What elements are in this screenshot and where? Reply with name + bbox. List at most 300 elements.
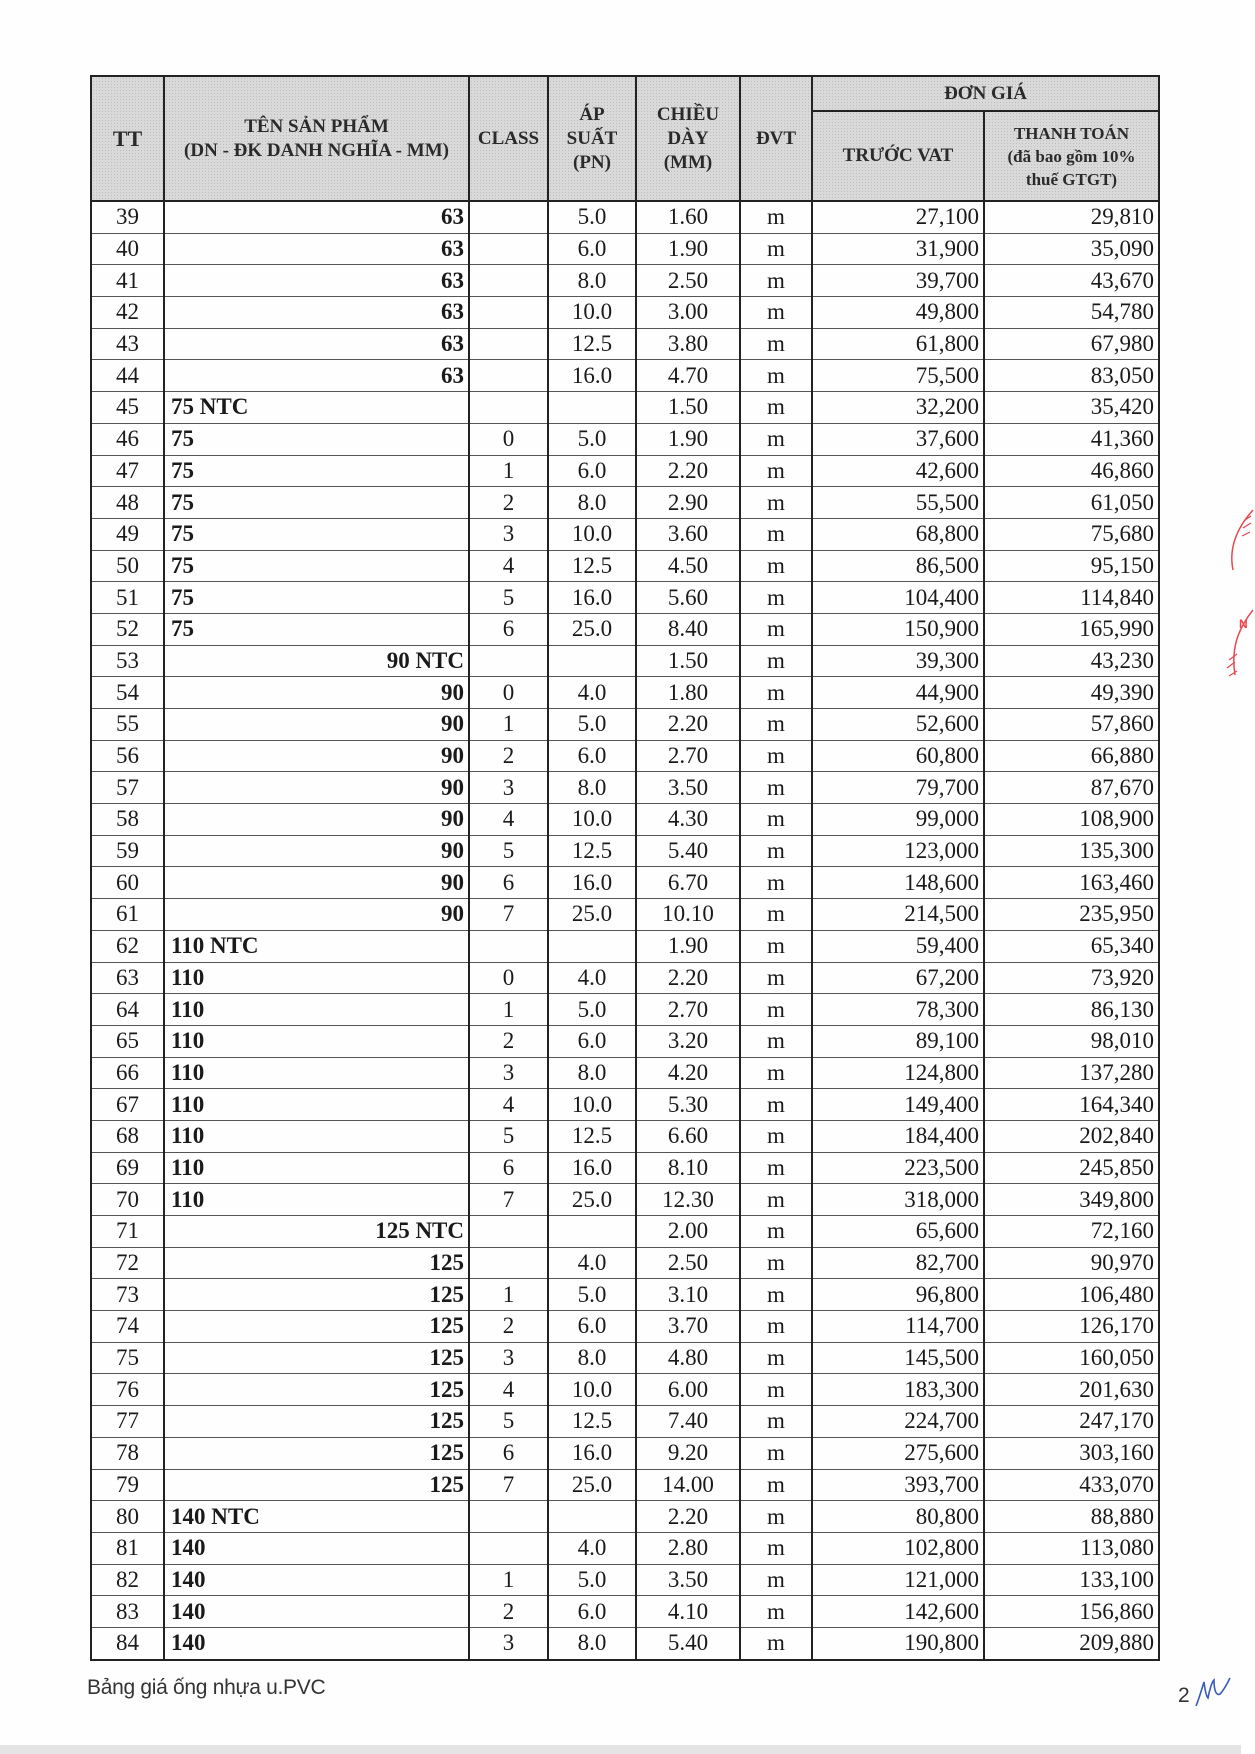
price-before-vat-cell: 78,300 bbox=[812, 994, 984, 1026]
price-before-vat-cell: 123,000 bbox=[812, 835, 984, 867]
unit-cell: m bbox=[740, 1437, 812, 1469]
pipe-class-cell: 1 bbox=[469, 994, 548, 1026]
wall-thickness-cell: 6.60 bbox=[636, 1120, 740, 1152]
price-with-vat-cell: 164,340 bbox=[984, 1089, 1159, 1121]
pipe-class-cell bbox=[469, 1501, 548, 1533]
pipe-class-cell bbox=[469, 392, 548, 424]
header-unit: ĐVT bbox=[740, 76, 812, 201]
pressure-rating-cell: 10.0 bbox=[548, 1374, 636, 1406]
pipe-class-cell bbox=[469, 233, 548, 265]
table-row bbox=[91, 423, 1159, 455]
product-name-cell: 140 bbox=[164, 1564, 469, 1596]
row-index-cell: 82 bbox=[91, 1564, 164, 1596]
price-with-vat-cell: 98,010 bbox=[984, 1025, 1159, 1057]
product-name-cell: 110 bbox=[164, 1025, 469, 1057]
wall-thickness-cell: 1.90 bbox=[636, 423, 740, 455]
table-row bbox=[91, 1120, 1159, 1152]
price-before-vat-cell: 224,700 bbox=[812, 1406, 984, 1438]
table-row bbox=[91, 1184, 1159, 1216]
unit-cell: m bbox=[740, 1152, 812, 1184]
price-with-vat-cell: 202,840 bbox=[984, 1120, 1159, 1152]
price-with-vat-cell: 95,150 bbox=[984, 550, 1159, 582]
header-pressure-line3: (PN) bbox=[573, 151, 611, 173]
price-before-vat-cell: 142,600 bbox=[812, 1596, 984, 1628]
price-before-vat-cell: 148,600 bbox=[812, 867, 984, 899]
pipe-class-cell: 1 bbox=[469, 709, 548, 741]
product-name-cell: 125 bbox=[164, 1406, 469, 1438]
pressure-rating-cell: 8.0 bbox=[548, 1342, 636, 1374]
row-index-cell: 56 bbox=[91, 740, 164, 772]
table-row bbox=[91, 899, 1159, 931]
header-pressure-line1: ÁP bbox=[579, 103, 605, 125]
pipe-class-cell: 3 bbox=[469, 518, 548, 550]
price-with-vat-cell: 65,340 bbox=[984, 930, 1159, 962]
pressure-rating-cell: 8.0 bbox=[548, 1057, 636, 1089]
wall-thickness-cell: 8.40 bbox=[636, 613, 740, 645]
wall-thickness-cell: 2.70 bbox=[636, 740, 740, 772]
pipe-class-cell: 2 bbox=[469, 740, 548, 772]
table-row bbox=[91, 518, 1159, 550]
product-name-cell: 90 NTC bbox=[164, 645, 469, 677]
product-name-cell: 125 bbox=[164, 1469, 469, 1501]
table-header bbox=[91, 76, 1159, 201]
pipe-class-cell: 7 bbox=[469, 1184, 548, 1216]
pipe-class-cell: 0 bbox=[469, 962, 548, 994]
product-name-cell: 90 bbox=[164, 835, 469, 867]
row-index-cell: 46 bbox=[91, 423, 164, 455]
company-stamp-icon bbox=[1215, 500, 1255, 730]
wall-thickness-cell: 1.90 bbox=[636, 233, 740, 265]
table-row bbox=[91, 328, 1159, 360]
pressure-rating-cell: 5.0 bbox=[548, 201, 636, 233]
wall-thickness-cell: 2.20 bbox=[636, 1501, 740, 1533]
pressure-rating-cell: 25.0 bbox=[548, 1184, 636, 1216]
row-index-cell: 70 bbox=[91, 1184, 164, 1216]
table-row bbox=[91, 1247, 1159, 1279]
wall-thickness-cell: 3.50 bbox=[636, 1564, 740, 1596]
pressure-rating-cell: 4.0 bbox=[548, 677, 636, 709]
row-index-cell: 54 bbox=[91, 677, 164, 709]
product-name-cell: 110 bbox=[164, 1184, 469, 1216]
table-row bbox=[91, 1532, 1159, 1564]
wall-thickness-cell: 6.70 bbox=[636, 867, 740, 899]
row-index-cell: 55 bbox=[91, 709, 164, 741]
header-thickness-line1: CHIỀU bbox=[656, 103, 720, 125]
pipe-class-cell: 1 bbox=[469, 1564, 548, 1596]
wall-thickness-cell: 4.50 bbox=[636, 550, 740, 582]
price-with-vat-cell: 90,970 bbox=[984, 1247, 1159, 1279]
price-with-vat-cell: 106,480 bbox=[984, 1279, 1159, 1311]
row-index-cell: 71 bbox=[91, 1216, 164, 1248]
pressure-rating-cell bbox=[548, 392, 636, 424]
header-product-name bbox=[164, 76, 469, 201]
pressure-rating-cell: 4.0 bbox=[548, 1532, 636, 1564]
table-row bbox=[91, 297, 1159, 329]
row-index-cell: 42 bbox=[91, 297, 164, 329]
unit-cell: m bbox=[740, 328, 812, 360]
price-before-vat-cell: 61,800 bbox=[812, 328, 984, 360]
price-with-vat-cell: 49,390 bbox=[984, 677, 1159, 709]
price-with-vat-cell: 114,840 bbox=[984, 582, 1159, 614]
wall-thickness-cell: 1.90 bbox=[636, 930, 740, 962]
wall-thickness-cell: 2.50 bbox=[636, 265, 740, 297]
row-index-cell: 62 bbox=[91, 930, 164, 962]
price-with-vat-cell: 126,170 bbox=[984, 1311, 1159, 1343]
wall-thickness-cell: 2.20 bbox=[636, 709, 740, 741]
price-before-vat-cell: 42,600 bbox=[812, 455, 984, 487]
row-index-cell: 39 bbox=[91, 201, 164, 233]
pressure-rating-cell: 4.0 bbox=[548, 1247, 636, 1279]
pressure-rating-cell: 5.0 bbox=[548, 709, 636, 741]
wall-thickness-cell: 14.00 bbox=[636, 1469, 740, 1501]
unit-cell: m bbox=[740, 1279, 812, 1311]
table-row bbox=[91, 1057, 1159, 1089]
header-tt: TT bbox=[91, 76, 164, 201]
wall-thickness-cell: 7.40 bbox=[636, 1406, 740, 1438]
price-before-vat-cell: 121,000 bbox=[812, 1564, 984, 1596]
pipe-class-cell bbox=[469, 328, 548, 360]
pressure-rating-cell: 16.0 bbox=[548, 360, 636, 392]
product-name-cell: 125 bbox=[164, 1437, 469, 1469]
price-before-vat-cell: 99,000 bbox=[812, 804, 984, 836]
wall-thickness-cell: 2.80 bbox=[636, 1532, 740, 1564]
unit-cell: m bbox=[740, 1406, 812, 1438]
unit-cell: m bbox=[740, 1025, 812, 1057]
price-with-vat-cell: 43,670 bbox=[984, 265, 1159, 297]
price-with-vat-cell: 133,100 bbox=[984, 1564, 1159, 1596]
pressure-rating-cell: 8.0 bbox=[548, 772, 636, 804]
price-before-vat-cell: 75,500 bbox=[812, 360, 984, 392]
table-row bbox=[91, 1406, 1159, 1438]
pipe-class-cell: 5 bbox=[469, 1120, 548, 1152]
product-name-cell: 63 bbox=[164, 265, 469, 297]
row-index-cell: 74 bbox=[91, 1311, 164, 1343]
price-with-vat-cell: 46,860 bbox=[984, 455, 1159, 487]
price-with-vat-cell: 75,680 bbox=[984, 518, 1159, 550]
product-name-cell: 110 bbox=[164, 994, 469, 1026]
row-index-cell: 47 bbox=[91, 455, 164, 487]
product-name-cell: 75 bbox=[164, 518, 469, 550]
product-name-cell: 75 NTC bbox=[164, 392, 469, 424]
price-before-vat-cell: 31,900 bbox=[812, 233, 984, 265]
wall-thickness-cell: 5.40 bbox=[636, 835, 740, 867]
row-index-cell: 79 bbox=[91, 1469, 164, 1501]
pressure-rating-cell: 12.5 bbox=[548, 328, 636, 360]
row-index-cell: 72 bbox=[91, 1247, 164, 1279]
product-name-cell: 110 bbox=[164, 1089, 469, 1121]
table-row bbox=[91, 1311, 1159, 1343]
row-index-cell: 64 bbox=[91, 994, 164, 1026]
price-with-vat-cell: 135,300 bbox=[984, 835, 1159, 867]
table-row bbox=[91, 709, 1159, 741]
table-row bbox=[91, 1596, 1159, 1628]
pipe-class-cell: 4 bbox=[469, 1089, 548, 1121]
table-row bbox=[91, 1089, 1159, 1121]
header-thickness-line3: (MM) bbox=[663, 151, 713, 173]
pressure-rating-cell: 6.0 bbox=[548, 233, 636, 265]
pipe-class-cell: 4 bbox=[469, 804, 548, 836]
table-row bbox=[91, 613, 1159, 645]
pipe-class-cell: 6 bbox=[469, 867, 548, 899]
row-index-cell: 84 bbox=[91, 1627, 164, 1659]
price-before-vat-cell: 79,700 bbox=[812, 772, 984, 804]
unit-cell: m bbox=[740, 709, 812, 741]
price-before-vat-cell: 145,500 bbox=[812, 1342, 984, 1374]
unit-cell: m bbox=[740, 582, 812, 614]
unit-cell: m bbox=[740, 1342, 812, 1374]
product-name-cell: 110 bbox=[164, 1120, 469, 1152]
row-index-cell: 60 bbox=[91, 867, 164, 899]
price-before-vat-cell: 214,500 bbox=[812, 899, 984, 931]
pipe-class-cell: 5 bbox=[469, 1406, 548, 1438]
pressure-rating-cell: 10.0 bbox=[548, 1089, 636, 1121]
price-before-vat-cell: 104,400 bbox=[812, 582, 984, 614]
pipe-class-cell: 2 bbox=[469, 1311, 548, 1343]
wall-thickness-cell: 3.60 bbox=[636, 518, 740, 550]
unit-cell: m bbox=[740, 962, 812, 994]
row-index-cell: 52 bbox=[91, 613, 164, 645]
pipe-class-cell: 2 bbox=[469, 1025, 548, 1057]
header-price-with-vat-line2: (đã bao gồm 10% bbox=[1007, 146, 1136, 166]
wall-thickness-cell: 4.20 bbox=[636, 1057, 740, 1089]
price-with-vat-cell: 41,360 bbox=[984, 423, 1159, 455]
price-before-vat-cell: 150,900 bbox=[812, 613, 984, 645]
price-with-vat-cell: 235,950 bbox=[984, 899, 1159, 931]
product-name-cell: 75 bbox=[164, 487, 469, 519]
table-row bbox=[91, 962, 1159, 994]
table-row bbox=[91, 455, 1159, 487]
pressure-rating-cell: 25.0 bbox=[548, 613, 636, 645]
pipe-class-cell: 3 bbox=[469, 772, 548, 804]
row-index-cell: 81 bbox=[91, 1532, 164, 1564]
wall-thickness-cell: 2.50 bbox=[636, 1247, 740, 1279]
unit-cell: m bbox=[740, 835, 812, 867]
price-before-vat-cell: 32,200 bbox=[812, 392, 984, 424]
wall-thickness-cell: 5.30 bbox=[636, 1089, 740, 1121]
unit-cell: m bbox=[740, 550, 812, 582]
product-name-cell: 140 bbox=[164, 1532, 469, 1564]
table-row bbox=[91, 772, 1159, 804]
pressure-rating-cell: 16.0 bbox=[548, 582, 636, 614]
table-row bbox=[91, 487, 1159, 519]
row-index-cell: 80 bbox=[91, 1501, 164, 1533]
pipe-class-cell bbox=[469, 297, 548, 329]
wall-thickness-cell: 3.80 bbox=[636, 328, 740, 360]
price-with-vat-cell: 209,880 bbox=[984, 1627, 1159, 1659]
product-name-cell: 125 NTC bbox=[164, 1216, 469, 1248]
row-index-cell: 66 bbox=[91, 1057, 164, 1089]
row-index-cell: 65 bbox=[91, 1025, 164, 1057]
header-price-before-vat: TRƯỚC VAT bbox=[812, 111, 984, 201]
price-before-vat-cell: 39,700 bbox=[812, 265, 984, 297]
unit-cell: m bbox=[740, 392, 812, 424]
price-with-vat-cell: 35,420 bbox=[984, 392, 1159, 424]
pressure-rating-cell: 25.0 bbox=[548, 899, 636, 931]
wall-thickness-cell: 3.00 bbox=[636, 297, 740, 329]
product-name-cell: 125 bbox=[164, 1342, 469, 1374]
pressure-rating-cell: 16.0 bbox=[548, 1152, 636, 1184]
price-before-vat-cell: 318,000 bbox=[812, 1184, 984, 1216]
table-row bbox=[91, 1025, 1159, 1057]
table-row bbox=[91, 1501, 1159, 1533]
header-product-name-line1: TÊN SẢN PHẨM bbox=[244, 115, 389, 137]
table-row bbox=[91, 1564, 1159, 1596]
wall-thickness-cell: 2.20 bbox=[636, 455, 740, 487]
wall-thickness-cell: 3.70 bbox=[636, 1311, 740, 1343]
price-with-vat-cell: 201,630 bbox=[984, 1374, 1159, 1406]
product-name-cell: 140 bbox=[164, 1596, 469, 1628]
unit-cell: m bbox=[740, 994, 812, 1026]
header-pressure bbox=[548, 76, 636, 201]
pressure-rating-cell: 5.0 bbox=[548, 1279, 636, 1311]
row-index-cell: 78 bbox=[91, 1437, 164, 1469]
product-name-cell: 75 bbox=[164, 423, 469, 455]
table-row bbox=[91, 804, 1159, 836]
pressure-rating-cell: 6.0 bbox=[548, 1311, 636, 1343]
pressure-rating-cell: 10.0 bbox=[548, 804, 636, 836]
unit-cell: m bbox=[740, 867, 812, 899]
table-row bbox=[91, 233, 1159, 265]
table-row bbox=[91, 677, 1159, 709]
pressure-rating-cell: 10.0 bbox=[548, 518, 636, 550]
pressure-rating-cell: 5.0 bbox=[548, 1564, 636, 1596]
pipe-class-cell: 0 bbox=[469, 423, 548, 455]
row-index-cell: 43 bbox=[91, 328, 164, 360]
unit-cell: m bbox=[740, 1374, 812, 1406]
header-class: CLASS bbox=[469, 76, 548, 201]
header-pressure-line2: SUẤT bbox=[566, 127, 618, 149]
pipe-class-cell: 2 bbox=[469, 487, 548, 519]
pipe-class-cell bbox=[469, 1247, 548, 1279]
row-index-cell: 75 bbox=[91, 1342, 164, 1374]
row-index-cell: 59 bbox=[91, 835, 164, 867]
pressure-rating-cell: 25.0 bbox=[548, 1469, 636, 1501]
unit-cell: m bbox=[740, 1216, 812, 1248]
price-with-vat-cell: 43,230 bbox=[984, 645, 1159, 677]
price-before-vat-cell: 149,400 bbox=[812, 1089, 984, 1121]
price-before-vat-cell: 393,700 bbox=[812, 1469, 984, 1501]
row-index-cell: 48 bbox=[91, 487, 164, 519]
unit-cell: m bbox=[740, 455, 812, 487]
product-name-cell: 140 bbox=[164, 1627, 469, 1659]
table-body bbox=[91, 201, 1159, 1660]
product-name-cell: 90 bbox=[164, 899, 469, 931]
price-before-vat-cell: 65,600 bbox=[812, 1216, 984, 1248]
price-before-vat-cell: 55,500 bbox=[812, 487, 984, 519]
unit-cell: m bbox=[740, 360, 812, 392]
price-before-vat-cell: 44,900 bbox=[812, 677, 984, 709]
table-row bbox=[91, 1279, 1159, 1311]
product-name-cell: 125 bbox=[164, 1374, 469, 1406]
pipe-class-cell: 2 bbox=[469, 1596, 548, 1628]
wall-thickness-cell: 4.30 bbox=[636, 804, 740, 836]
wall-thickness-cell: 9.20 bbox=[636, 1437, 740, 1469]
product-name-cell: 110 bbox=[164, 1057, 469, 1089]
unit-cell: m bbox=[740, 1247, 812, 1279]
row-index-cell: 83 bbox=[91, 1596, 164, 1628]
unit-cell: m bbox=[740, 487, 812, 519]
price-with-vat-cell: 247,170 bbox=[984, 1406, 1159, 1438]
pressure-rating-cell: 10.0 bbox=[548, 297, 636, 329]
unit-cell: m bbox=[740, 677, 812, 709]
pressure-rating-cell: 6.0 bbox=[548, 1596, 636, 1628]
header-price-with-vat-line1: THANH TOÁN bbox=[1013, 123, 1130, 143]
price-before-vat-cell: 60,800 bbox=[812, 740, 984, 772]
wall-thickness-cell: 4.70 bbox=[636, 360, 740, 392]
row-index-cell: 58 bbox=[91, 804, 164, 836]
table-row bbox=[91, 360, 1159, 392]
unit-cell: m bbox=[740, 930, 812, 962]
product-name-cell: 90 bbox=[164, 677, 469, 709]
price-before-vat-cell: 183,300 bbox=[812, 1374, 984, 1406]
pressure-rating-cell bbox=[548, 1501, 636, 1533]
price-with-vat-cell: 66,880 bbox=[984, 740, 1159, 772]
price-before-vat-cell: 184,400 bbox=[812, 1120, 984, 1152]
row-index-cell: 63 bbox=[91, 962, 164, 994]
pipe-class-cell: 4 bbox=[469, 550, 548, 582]
pressure-rating-cell: 5.0 bbox=[548, 994, 636, 1026]
wall-thickness-cell: 2.00 bbox=[636, 1216, 740, 1248]
row-index-cell: 61 bbox=[91, 899, 164, 931]
price-before-vat-cell: 102,800 bbox=[812, 1532, 984, 1564]
price-before-vat-cell: 89,100 bbox=[812, 1025, 984, 1057]
price-with-vat-cell: 108,900 bbox=[984, 804, 1159, 836]
price-with-vat-cell: 73,920 bbox=[984, 962, 1159, 994]
wall-thickness-cell: 4.80 bbox=[636, 1342, 740, 1374]
price-with-vat-cell: 433,070 bbox=[984, 1469, 1159, 1501]
price-with-vat-cell: 163,460 bbox=[984, 867, 1159, 899]
price-before-vat-cell: 190,800 bbox=[812, 1627, 984, 1659]
header-thickness bbox=[636, 76, 740, 201]
unit-cell: m bbox=[740, 613, 812, 645]
wall-thickness-cell: 1.80 bbox=[636, 677, 740, 709]
unit-cell: m bbox=[740, 899, 812, 931]
unit-cell: m bbox=[740, 1596, 812, 1628]
unit-cell: m bbox=[740, 1501, 812, 1533]
table-row bbox=[91, 582, 1159, 614]
unit-cell: m bbox=[740, 1184, 812, 1216]
table-row bbox=[91, 740, 1159, 772]
row-index-cell: 41 bbox=[91, 265, 164, 297]
price-with-vat-cell: 83,050 bbox=[984, 360, 1159, 392]
price-before-vat-cell: 67,200 bbox=[812, 962, 984, 994]
product-name-cell: 125 bbox=[164, 1311, 469, 1343]
price-before-vat-cell: 52,600 bbox=[812, 709, 984, 741]
wall-thickness-cell: 6.00 bbox=[636, 1374, 740, 1406]
pipe-class-cell: 7 bbox=[469, 1469, 548, 1501]
header-product-name-line2: (DN - ĐK DANH NGHĨA - MM) bbox=[184, 139, 449, 161]
pressure-rating-cell: 12.5 bbox=[548, 1120, 636, 1152]
pipe-class-cell: 3 bbox=[469, 1627, 548, 1659]
row-index-cell: 44 bbox=[91, 360, 164, 392]
pressure-rating-cell: 6.0 bbox=[548, 740, 636, 772]
unit-cell: m bbox=[740, 265, 812, 297]
wall-thickness-cell: 1.60 bbox=[636, 201, 740, 233]
pressure-rating-cell: 6.0 bbox=[548, 455, 636, 487]
pipe-class-cell: 6 bbox=[469, 1437, 548, 1469]
price-with-vat-cell: 35,090 bbox=[984, 233, 1159, 265]
wall-thickness-cell: 1.50 bbox=[636, 645, 740, 677]
header-price-with-vat-line3: thuế GTGT) bbox=[1025, 169, 1118, 189]
row-index-cell: 73 bbox=[91, 1279, 164, 1311]
pipe-class-cell: 7 bbox=[469, 899, 548, 931]
pressure-rating-cell bbox=[548, 645, 636, 677]
product-name-cell: 75 bbox=[164, 613, 469, 645]
price-before-vat-cell: 49,800 bbox=[812, 297, 984, 329]
price-with-vat-cell: 137,280 bbox=[984, 1057, 1159, 1089]
unit-cell: m bbox=[740, 518, 812, 550]
price-before-vat-cell: 124,800 bbox=[812, 1057, 984, 1089]
